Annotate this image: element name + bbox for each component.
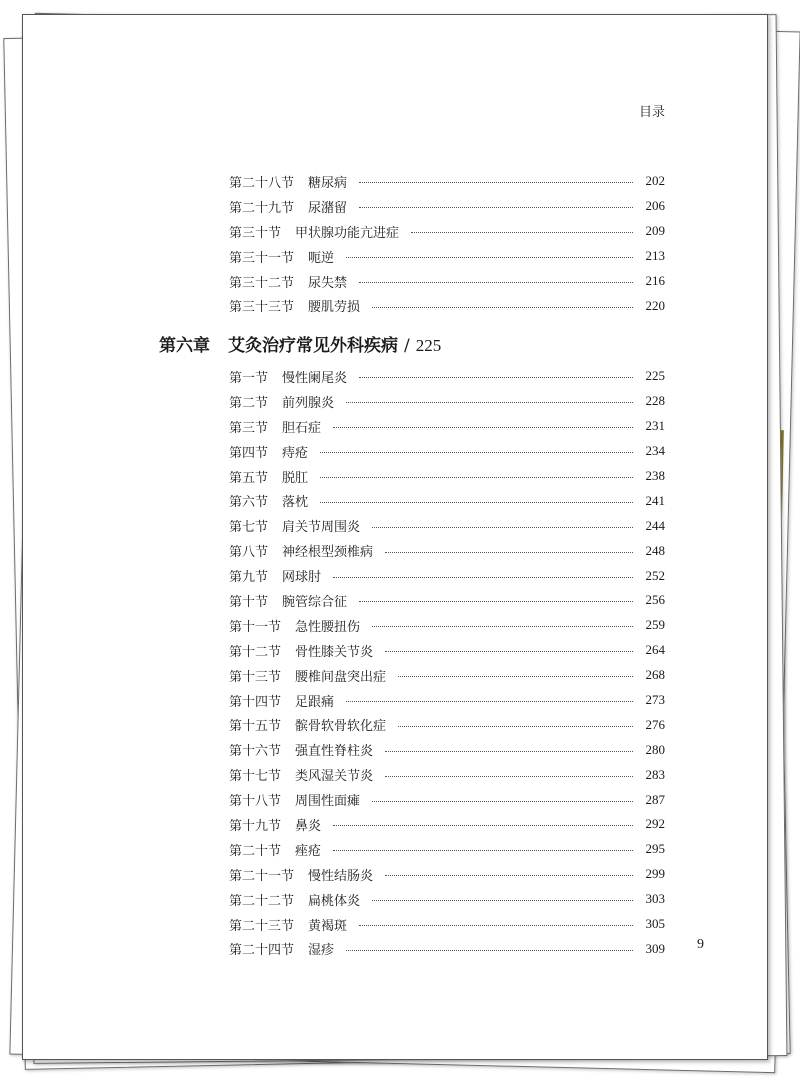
toc-page-number: 202 [645, 173, 665, 189]
toc-section-number: 第十八节 [229, 794, 282, 810]
toc-entry[interactable] [229, 414, 665, 439]
toc-section-title: 脱肛 [282, 470, 309, 486]
dot-leader [346, 401, 633, 403]
toc-section-number: 第二十八节 [229, 175, 295, 191]
dot-leader [372, 625, 633, 627]
dot-leader [372, 306, 633, 308]
toc-section-number: 第二节 [229, 395, 269, 411]
dot-leader [346, 949, 633, 951]
toc-page-number: 238 [645, 468, 665, 483]
toc-entry[interactable] [229, 837, 665, 862]
toc-section-number: 第十七节 [229, 769, 282, 785]
toc-entry[interactable] [229, 513, 665, 538]
toc-page-number: 264 [645, 642, 665, 658]
folio: 9 [697, 937, 704, 952]
toc-entry[interactable] [229, 588, 665, 613]
dot-leader [333, 426, 633, 428]
toc-entry[interactable] [229, 244, 665, 269]
toc-entry[interactable] [229, 389, 665, 414]
toc-section-number: 第十二节 [229, 644, 282, 660]
toc-entry[interactable] [229, 439, 665, 464]
toc-section-title: 髌骨软骨软化症 [295, 719, 387, 735]
toc-section-number: 第三十一节 [229, 250, 295, 266]
toc-entry[interactable] [229, 464, 665, 489]
dot-leader [333, 849, 633, 851]
toc-entry[interactable] [229, 762, 665, 787]
toc-section-title: 湿疹 [308, 943, 335, 959]
chapter-separator: / [404, 336, 410, 356]
dot-leader [372, 526, 633, 528]
toc-page-number: 231 [645, 418, 665, 434]
toc-section-title: 黄褐斑 [308, 918, 348, 934]
dot-leader [372, 899, 633, 901]
chapter-heading[interactable] [159, 331, 441, 356]
toc-section-number: 第五节 [229, 470, 269, 486]
toc-section-number: 第二十四节 [229, 943, 295, 959]
toc-page-number: 228 [645, 393, 665, 409]
toc-section-number: 第三十二节 [229, 275, 295, 291]
toc-page-number: 276 [645, 716, 665, 732]
toc-section-number: 第十一节 [229, 619, 282, 635]
toc-entry[interactable] [229, 638, 665, 663]
chapter-page-number: 225 [415, 336, 442, 355]
toc-page-number: 234 [645, 443, 665, 459]
dot-leader [346, 700, 633, 702]
toc-section-number: 第二十节 [229, 843, 282, 859]
toc-page-number: 299 [645, 866, 665, 882]
dot-leader [359, 600, 633, 602]
toc-page-number: 252 [645, 567, 665, 583]
toc-entry[interactable] [229, 712, 665, 737]
toc-page-number: 206 [645, 198, 665, 214]
toc-section-number: 第八节 [229, 545, 269, 561]
dot-leader [411, 231, 633, 233]
toc-section-title: 痔疮 [282, 445, 309, 461]
toc-page-number: 213 [645, 248, 665, 264]
toc-section-number: 第三节 [229, 420, 269, 436]
toc-section-number: 第七节 [229, 520, 269, 536]
toc-page-number: 241 [645, 492, 665, 508]
toc-section-title: 肩关节周围炎 [282, 520, 361, 536]
toc-page-number: 273 [645, 692, 665, 708]
toc-section-title: 神经根型颈椎病 [282, 545, 374, 561]
toc-section-number: 第十九节 [229, 818, 282, 834]
toc-section-number: 第十四节 [229, 694, 282, 710]
chapter-title: 艾灸治疗常见外科疾病 [228, 336, 398, 356]
toc-section-title: 周围性面瘫 [295, 794, 361, 810]
dot-leader [398, 675, 633, 677]
toc-entry[interactable] [229, 862, 665, 887]
dot-leader [320, 476, 633, 478]
toc-entry[interactable] [229, 488, 665, 513]
toc-section-title: 呃逆 [308, 250, 335, 266]
dot-leader [372, 800, 633, 802]
toc-entry[interactable] [229, 538, 665, 563]
dot-leader [385, 775, 633, 777]
toc-entry[interactable] [229, 936, 665, 961]
toc-entry[interactable] [229, 219, 665, 244]
toc-section-title: 网球肘 [282, 570, 322, 586]
toc-entry[interactable] [229, 812, 665, 837]
toc-section-title: 痤疮 [295, 843, 322, 859]
toc-page-number: 244 [645, 517, 665, 533]
toc-section-number: 第十节 [229, 594, 269, 610]
toc-entry[interactable] [229, 787, 665, 812]
dot-leader [359, 376, 633, 378]
toc-list-top [229, 169, 665, 318]
toc-section-title: 腰椎间盘突出症 [295, 669, 387, 685]
toc-entry[interactable] [229, 737, 665, 762]
toc-section-title: 急性腰扭伤 [295, 619, 361, 635]
toc-entry[interactable] [229, 169, 665, 194]
toc-entry[interactable] [229, 194, 665, 219]
toc-entry[interactable] [229, 269, 665, 294]
toc-entry[interactable] [229, 688, 665, 713]
toc-section-number: 第十六节 [229, 744, 282, 760]
toc-page-number: 268 [645, 667, 665, 683]
toc-section-number: 第十三节 [229, 669, 282, 685]
toc-page-number: 287 [645, 791, 665, 807]
toc-section-title: 前列腺炎 [282, 395, 335, 411]
dot-leader [359, 206, 633, 208]
toc-section-title: 强直性脊柱炎 [295, 744, 374, 760]
chapter-number: 第六章 [159, 336, 210, 356]
dot-leader [333, 824, 633, 826]
toc-page-number: 209 [645, 223, 665, 239]
toc-section-title: 尿潴留 [308, 200, 348, 216]
dot-leader [320, 451, 633, 453]
dot-leader [320, 501, 633, 503]
dot-leader [359, 181, 633, 183]
toc-section-number: 第三十三节 [229, 300, 295, 316]
toc-page-number: 259 [645, 617, 665, 633]
toc-section-title: 骨性膝关节炎 [295, 644, 374, 660]
toc-entry[interactable] [229, 912, 665, 937]
toc-list-chapter [229, 364, 665, 961]
toc-entry[interactable] [229, 563, 665, 588]
toc-section-title: 甲状腺功能亢进症 [295, 225, 400, 241]
dot-leader [359, 281, 633, 283]
toc-section-title: 鼻炎 [295, 818, 322, 834]
toc-page-number: 220 [645, 297, 665, 313]
toc-page-number: 256 [645, 592, 665, 608]
toc-section-number: 第二十九节 [229, 200, 295, 216]
toc-section-title: 落枕 [282, 495, 309, 511]
toc-page-number: 305 [645, 916, 665, 932]
toc-page-number: 295 [645, 841, 665, 857]
toc-entry[interactable] [229, 293, 665, 318]
toc-entry[interactable] [229, 613, 665, 638]
dot-leader [385, 874, 633, 876]
toc-entry[interactable] [229, 663, 665, 688]
toc-entry[interactable] [229, 887, 665, 912]
toc-section-number: 第二十一节 [229, 868, 295, 884]
toc-section-number: 第十五节 [229, 719, 282, 735]
toc-section-number: 第九节 [229, 570, 269, 586]
dot-leader [359, 924, 633, 926]
toc-page-number: 248 [645, 542, 665, 558]
toc-page-number: 283 [645, 766, 665, 782]
toc-section-title: 慢性结肠炎 [308, 868, 374, 884]
toc-section-number: 第二十三节 [229, 918, 295, 934]
dot-leader [333, 576, 633, 578]
toc-page-number: 280 [645, 741, 665, 757]
toc-section-number: 第三十节 [229, 225, 282, 241]
toc-page-number: 303 [645, 891, 665, 907]
toc-page-number: 309 [645, 940, 665, 956]
toc-section-title: 腕管综合征 [282, 594, 348, 610]
toc-page-number: 225 [645, 368, 665, 384]
toc-entry[interactable] [229, 364, 665, 389]
toc-section-number: 第一节 [229, 370, 269, 386]
toc-page [22, 14, 768, 1060]
toc-page-number: 292 [645, 816, 665, 832]
toc-section-title: 慢性阑尾炎 [282, 370, 348, 386]
dot-leader [346, 256, 633, 258]
toc-page-number: 216 [645, 273, 665, 288]
toc-section-title: 胆石症 [282, 420, 322, 436]
toc-section-title: 足跟痛 [295, 694, 335, 710]
dot-leader [385, 650, 633, 652]
toc-section-number: 第二十二节 [229, 893, 295, 909]
toc-section-title: 糖尿病 [308, 175, 348, 191]
dot-leader [385, 551, 633, 553]
toc-section-number: 第六节 [229, 495, 269, 511]
toc-section-title: 尿失禁 [308, 275, 348, 291]
toc-section-number: 第四节 [229, 445, 269, 461]
running-head: 目录 [638, 105, 665, 120]
toc-section-title: 腰肌劳损 [308, 300, 361, 316]
dot-leader [385, 750, 633, 752]
toc-section-title: 扁桃体炎 [308, 893, 361, 909]
toc-section-title: 类风湿关节炎 [295, 769, 374, 785]
dot-leader [398, 725, 633, 727]
